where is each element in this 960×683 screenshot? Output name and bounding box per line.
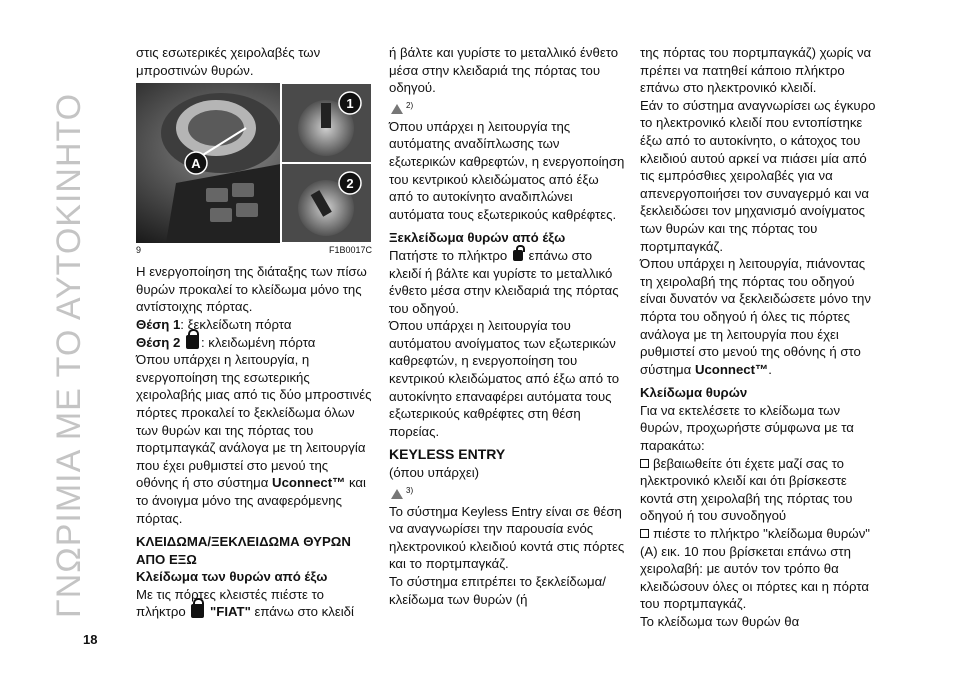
door-locking-intro: Για να εκτελέσετε το κλείδωμα των θυρών, προχωρήστε σύμφωνα με τα παρακάτω:: [640, 402, 854, 454]
page-number: 18: [83, 632, 98, 647]
section-heading-lock-unlock: ΚΛΕΙΔΩΜΑ/ΞΕΚΛΕΙΔΩΜΑ ΘΥΡΩΝ ΑΠΟ ΕΞΩ: [136, 534, 351, 567]
rear-doors-text: Η ενεργοποίηση της διάταξης των πίσω θυρών προκαλεί το κλείδωμα μόνο της αντίστοιχης πόρτας.: [136, 264, 367, 315]
driver-handle-text-end: .: [768, 361, 772, 377]
subheading-door-locking: Κλείδωμα θυρών: [640, 385, 748, 401]
column-3: [640, 44, 880, 631]
unlock-icon: [513, 250, 523, 261]
note-ref-2: 2): [406, 100, 414, 110]
key-insert-text: ή βάλτε και γυρίστε το μεταλλικό ένθετο μέσα στην κλειδαριά της πόρτας του οδηγού.: [389, 45, 619, 96]
warning-icon: [391, 489, 403, 499]
position-2-text: : κλειδωμένη πόρτα: [200, 334, 316, 350]
position-1-label: Θέση 1: [136, 316, 181, 332]
checkbox-bullet-icon: [640, 529, 649, 538]
driver-handle-text: Όπου υπάρχει η λειτουργία, πιάνοντας τη χειρολαβή της πόρτας του οδηγού είναι δυνατόν να ξεκλειδώσετε μόνο την πόρτα του οδηγού ή όλες τις πόρτες ανάλογα με τη λειτουργία που έχει ρυθμιστεί στο μενού της οθόνης ή στο σύστημα: [640, 256, 871, 377]
lock-icon: [191, 604, 204, 618]
unlock-outside-text: Πατήστε το πλήκτρο: [389, 247, 511, 263]
position-2-label: Θέση 2: [136, 334, 181, 350]
warning-icon: [391, 104, 403, 114]
mirror-fold-text: Όπου υπάρχει η λειτουργία της αυτόματης αναδίπλωσης των εξωτερικών καθρεφτών, η ενεργοποίηση του κεντρικού κλειδώματος από έξω από το αυτοκίνητο αναδιπλώνει αυτόματα τους εξωτερικούς καθρέφτες.: [389, 118, 625, 222]
column-2: [389, 44, 625, 608]
fiat-button-label: "FIAT": [210, 604, 251, 620]
uconnect-label: Uconnect™: [272, 475, 346, 491]
keyless-availability: (όπου υπάρχει): [389, 465, 480, 481]
keyless-intro-text: Το σύστημα Keyless Entry είναι σε θέση να αναγνωρίσει την παρουσία ενός ηλεκτρονικού κλειδιού κοντά στις πόρτες και το πορτμπαγκάζ.: [389, 503, 625, 572]
handle-function-text: Όπου υπάρχει η λειτουργία, η ενεργοποίηση της εσωτερικής χειρολαβής μιας από τις δύο μπροστινές πόρτες προκαλεί το ξεκλείδωμα όλων των θυρών και της πόρτας του πορτμπαγκάζ ανάλογα με τη λειτουργία που έχει ρυθμιστεί στο μενού της οθόνης ή στο σύστημα: [136, 352, 372, 491]
handle-function-text-end: και το άνοιγμα μόνο της αναφερόμενης πόρτας.: [136, 475, 366, 526]
figure-code: F1B0017C: [328, 245, 372, 256]
chapter-side-title: [50, 20, 110, 620]
note-ref-3: 3): [406, 485, 414, 495]
subheading-unlock-outside: Ξεκλείδωμα θυρών από έξω: [389, 230, 566, 246]
keyless-function-text: Το σύστημα επιτρέπει το ξεκλείδωμα/κλείδωμα των θυρών (ή: [389, 574, 606, 607]
position-1-text: : ξεκλείδωτη πόρτα: [180, 316, 292, 332]
lock-icon: [186, 335, 199, 349]
intro-text: στις εσωτερικές χειρολαβές των μπροστινών θυρών.: [136, 45, 321, 78]
column-1: [136, 44, 372, 621]
section-heading-keyless: KEYLESS ENTRY: [389, 446, 506, 463]
lock-outside-text-end: επάνω στο κλειδί: [250, 604, 354, 620]
figure-label-a: A: [191, 156, 201, 172]
keyless-continued-text: της πόρτας του πορτμπαγκάζ) χωρίς να πρέπει να πατηθεί κάποιο πλήκτρο επάνω στο ηλεκτρονικό κλειδί.: [640, 45, 872, 96]
figure-label-1: 1: [346, 96, 354, 112]
lock-outside-text: Με τις πόρτες κλειστές πιέστε το πλήκτρο: [136, 586, 324, 620]
uconnect-label: Uconnect™: [694, 361, 769, 377]
figure-door-lock: [136, 83, 372, 243]
door-lock-illustration: [136, 83, 372, 243]
subheading-lock-outside: Κλείδωμα των θυρών από έξω: [136, 569, 328, 585]
chapter-title-text: ΓΝΩΡΙΜΙΑ ΜΕ ΤΟ ΑΥΤΟΚΙΝΗΤΟ: [50, 92, 88, 618]
step-2-text: πιέστε το πλήκτρο "κλείδωμα θυρών" (A) εικ. 10 που βρίσκεται επάνω στη χειρολαβή: με αυτόν τον τρόπο θα κλειδώσουν όλες οι πόρτες και η πόρτα του πορτμπαγκάζ.: [640, 526, 870, 612]
figure-caption: [136, 243, 372, 257]
figure-number: 9: [136, 245, 142, 256]
figure-label-2: 2: [346, 176, 354, 192]
door-locking-continued: Το κλείδωμα των θυρών θα: [640, 614, 800, 629]
keyless-valid-key-text: Εάν το σύστημα αναγνωρίσει ως έγκυρο το ηλεκτρονικό κλειδί που εντοπίστηκε έξω από το αυτοκίνητο, ο κάτοχος του κλειδιού αυτού αρκεί να πιάσει μία από τις εμπρόσθιες χειρολαβές για να απενεργοποιήσει τον συναγερμό και να ξεκλειδώσει τον μηχανισμό ανοίγματος των θυρών και της πόρτας του πορτμπαγκάζ.: [640, 97, 876, 254]
checkbox-bullet-icon: [640, 459, 649, 468]
mirror-open-text: Όπου υπάρχει η λειτουργία του αυτόματου ανοίγματος των εξωτερικών καθρεφτών, η ενεργοποίηση του κεντρικού κλειδώματος από έξω από το αυτοκίνητο επαναφέρει αυτόματα τους εξωτερικούς καθρέφτες στη θέση πορείας.: [389, 318, 620, 439]
step-1-text: βεβαιωθείτε ότι έχετε μαζί σας το ηλεκτρονικό κλειδί και ότι βρίσκεστε κοντά στη χειρολαβή της πόρτας του οδηγού ή του συνοδηγού: [640, 455, 853, 524]
unlock-outside-text-end: επάνω στο κλειδί ή βάλτε και γυρίστε το μεταλλικό ένθετο μέσα στην κλειδαριά της πόρτας του οδηγού.: [389, 247, 619, 316]
